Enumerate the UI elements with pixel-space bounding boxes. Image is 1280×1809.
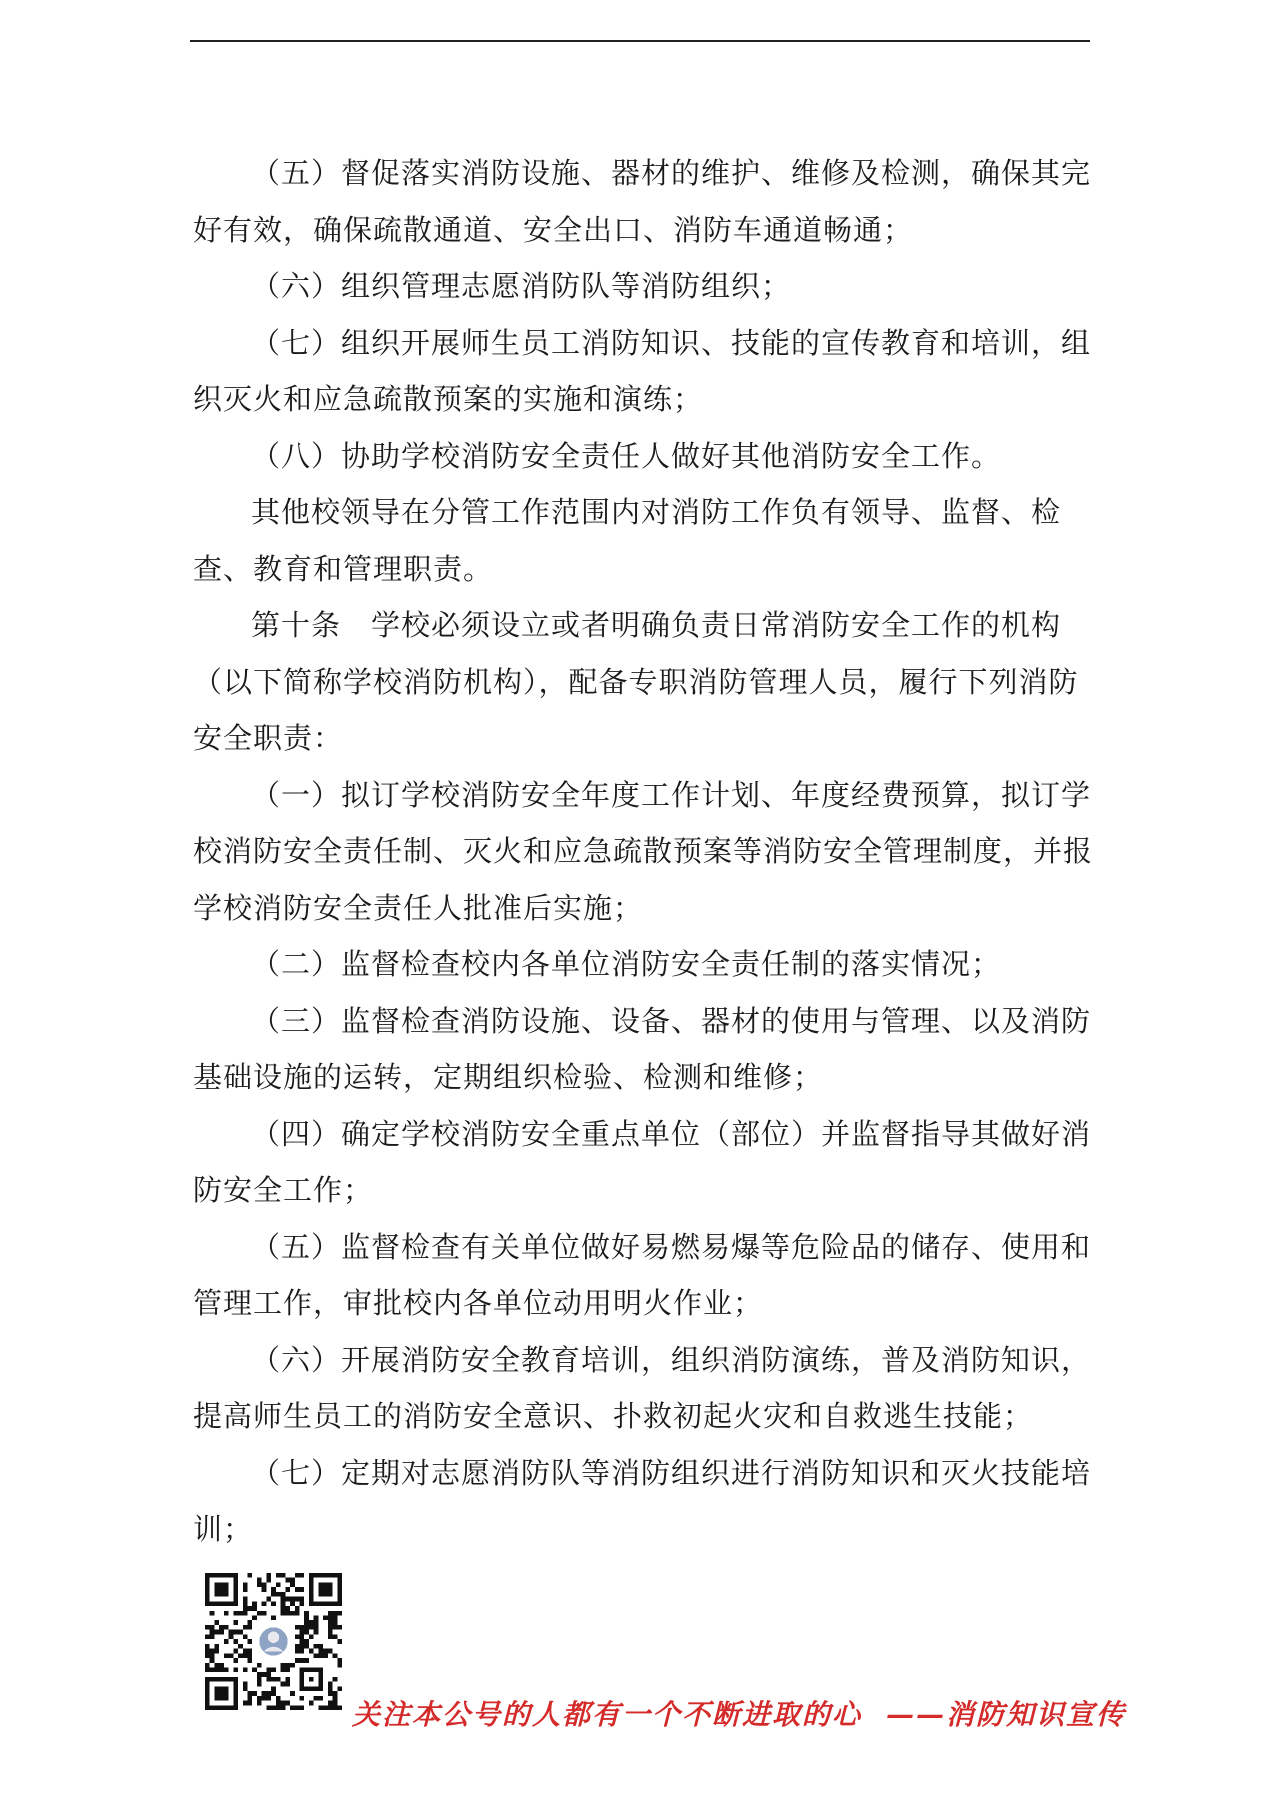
paragraph: （四）确定学校消防安全重点单位（部位）并监督指导其做好消防安全工作； [193, 1116, 1092, 1207]
footer-slogan [352, 1693, 1126, 1733]
header-rule [190, 40, 1090, 42]
paragraph: （八）协助学校消防安全责任人做好其他消防安全工作。 [251, 438, 1002, 473]
qr-code-icon[interactable] [205, 1573, 342, 1710]
paragraph: （一）拟订学校消防安全年度工作计划、年度经费预算，拟订学校消防安全责任制、灭火和应急疏散预案等消防安全管理制度，并报学校消防安全责任人批准后实施； [193, 777, 1094, 925]
paragraph: 其他校领导在分管工作范围内对消防工作负有领导、监督、检查、教育和管理职责。 [193, 495, 1062, 586]
paragraph: （五）督促落实消防设施、器材的维护、维修及检测，确保其完好有效，确保疏散通道、安全出口、消防车通道畅通； [193, 156, 1092, 247]
slogan-text: 关注本公号的人都有一个不断进取的心 [352, 1698, 863, 1731]
paragraph: （七）定期对志愿消防队等消防组织进行消防知识和灭火技能培训； [193, 1455, 1092, 1546]
slogan-signature: ——消防知识宣传 [886, 1698, 1127, 1731]
paragraph: （六）组织管理志愿消防队等消防组织； [251, 269, 792, 303]
document-body [193, 145, 1105, 1558]
paragraph: （七）组织开展师生员工消防知识、技能的宣传教育和培训，组织灭火和应急疏散预案的实施和演练； [193, 325, 1092, 416]
paragraph: （六）开展消防安全教育培训，组织消防演练，普及消防知识，提高师生员工的消防安全意识、扑救初起火灾和自救逃生技能； [193, 1342, 1092, 1433]
article-ten-paragraph: 第十条 学校必须设立或者明确负责日常消防安全工作的机构（以下简称学校消防机构），配备专职消防管理人员，履行下列消防安全职责： [193, 608, 1079, 755]
paragraph: （三）监督检查消防设施、设备、器材的使用与管理、以及消防基础设施的运转，定期组织检验、检测和维修； [193, 1003, 1092, 1094]
paragraph: （五）监督检查有关单位做好易燃易爆等危险品的储存、使用和管理工作，审批校内各单位动用明火作业； [193, 1229, 1092, 1320]
paragraph: （二）监督检查校内各单位消防安全责任制的落实情况； [251, 947, 1002, 981]
